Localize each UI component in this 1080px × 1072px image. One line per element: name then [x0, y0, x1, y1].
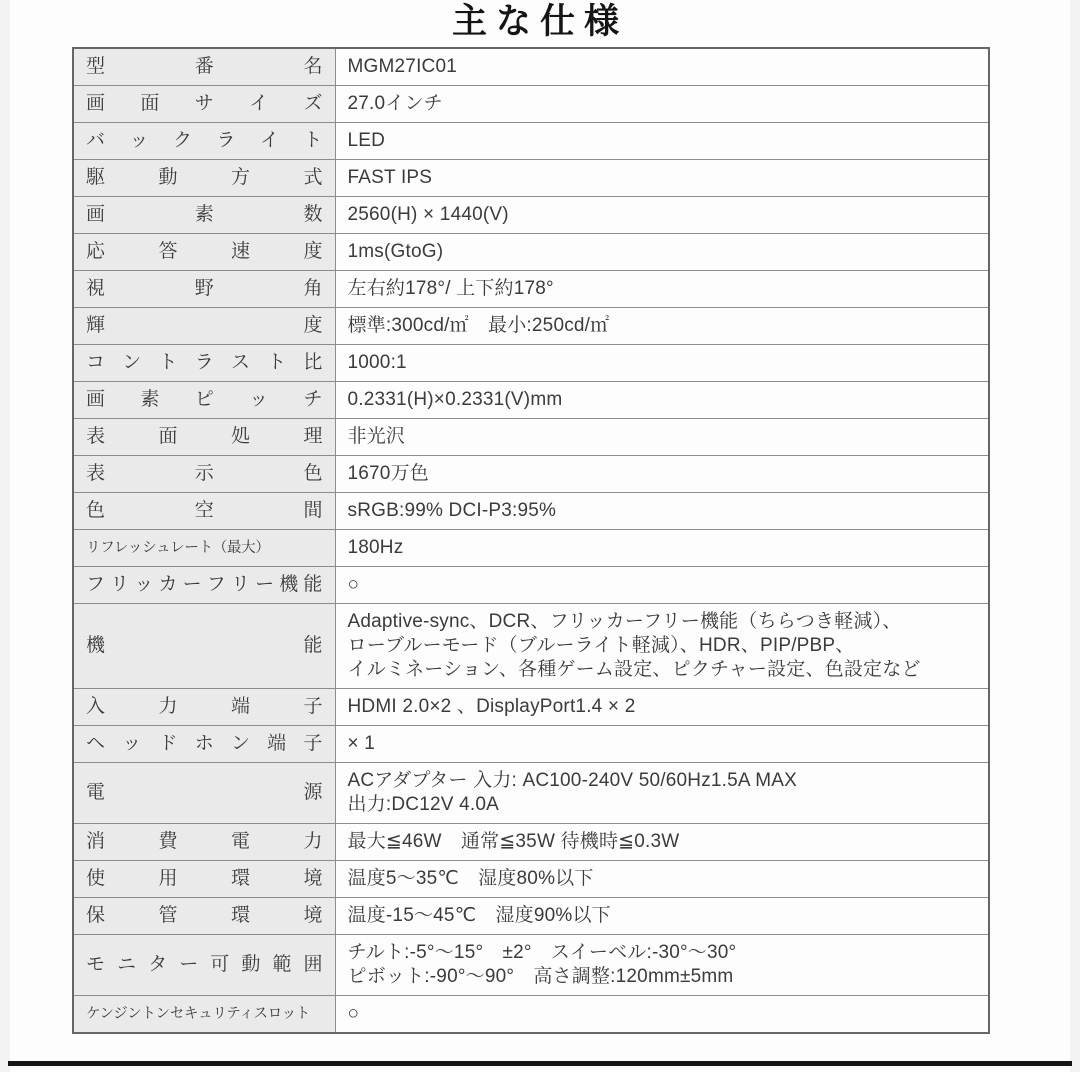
spec-value-line: 温度-15～45℃ 湿度90%以下 [347, 905, 611, 926]
spec-value [335, 493, 989, 530]
spec-label-cell [73, 48, 335, 86]
table-row [73, 861, 989, 898]
spec-label-char: ヘ [86, 733, 106, 754]
spec-label-char: 保 [86, 905, 106, 926]
table-row [73, 763, 989, 824]
table-row [73, 48, 989, 86]
spec-label-char: ー [182, 574, 202, 595]
spec-label-char: 名 [303, 56, 323, 77]
spec-label-char: 囲 [303, 954, 323, 975]
spec-label-char: 角 [303, 278, 323, 299]
spec-label-char: バ [86, 130, 106, 151]
spec-value-line: 2560(H) × 1440(V) [347, 204, 509, 225]
table-row [73, 197, 989, 234]
spec-label-char: 画 [86, 93, 106, 114]
page-edge-left [0, 0, 10, 1072]
spec-label-char: 境 [303, 905, 323, 926]
spec-label-char: 番 [194, 56, 214, 77]
spec-label-char: 面 [158, 426, 178, 447]
spec-value-line: ○ [347, 1003, 360, 1024]
table-row [73, 567, 989, 604]
spec-label-cell [73, 935, 335, 996]
spec-value-line: 非光沢 [347, 426, 406, 447]
spec-label-cell [73, 234, 335, 271]
spec-value-line: ○ [347, 574, 360, 595]
spec-value-line: FAST IPS [347, 167, 433, 188]
spec-label-char: 力 [303, 831, 323, 852]
spec-label-char: 応 [86, 241, 106, 262]
spec-label-char: 用 [158, 868, 178, 889]
spec-table-body [73, 48, 989, 1033]
spec-label-cell [73, 456, 335, 493]
spec-label [86, 425, 323, 449]
spec-label-char: ー [179, 954, 199, 975]
spec-label-cell [73, 604, 335, 689]
spec-label [86, 499, 323, 523]
spec-value [335, 861, 989, 898]
table-row [73, 419, 989, 456]
spec-value [335, 996, 989, 1034]
spec-label-char: 電 [86, 782, 106, 803]
table-row [73, 996, 989, 1034]
spec-value [335, 456, 989, 493]
spec-label-char: 素 [194, 204, 214, 225]
page-title: 主な仕様 [451, 2, 628, 41]
spec-label-char: ッ [122, 733, 142, 754]
spec-label [86, 314, 323, 338]
spec-label-char: サ [194, 93, 214, 114]
spec-label-cell [73, 898, 335, 935]
spec-value [335, 419, 989, 456]
spec-label-char: ホ [194, 733, 214, 754]
spec-value-line: 出力:DC12V 4.0A [347, 794, 499, 815]
spec-label-char: ー [255, 574, 275, 595]
spec-label-cell [73, 345, 335, 382]
spec-value-line: MGM27IC01 [347, 56, 458, 77]
spec-label-cell [73, 530, 335, 567]
spec-value-line: イルミネーション、各種ゲーム設定、ピクチャー設定、色設定など [347, 659, 921, 680]
spec-label-char: 式 [303, 167, 323, 188]
spec-label-cell [73, 567, 335, 604]
spec-value-line: HDMI 2.0×2 、DisplayPort1.4 × 2 [347, 696, 636, 717]
spec-value-line: Adaptive-sync、DCR、フリッカーフリー機能（ちらつき軽減）、 [347, 611, 902, 632]
table-row [73, 726, 989, 763]
spec-label-char: 輝 [86, 315, 106, 336]
spec-label-char: ピ [194, 389, 214, 410]
spec-label [86, 732, 323, 756]
spec-value [335, 726, 989, 763]
spec-label-char: 色 [86, 500, 106, 521]
spec-label-char: ラ [194, 352, 214, 373]
spec-value [335, 935, 989, 996]
spec-label-char: ト [158, 352, 178, 373]
spec-label-char: 野 [194, 278, 214, 299]
spec-value-line: 180Hz [347, 537, 404, 558]
spec-label-char: チ [303, 389, 323, 410]
spec-value [335, 689, 989, 726]
spec-value [335, 345, 989, 382]
spec-label-char: 素 [140, 389, 160, 410]
spec-label-char: 環 [230, 868, 250, 889]
spec-value-line: sRGB:99% DCI-P3:95% [347, 500, 557, 521]
spec-label-char: 画 [86, 204, 106, 225]
spec-label-char: 視 [86, 278, 106, 299]
spec-label [86, 166, 323, 190]
spec-label-char: リ [110, 574, 130, 595]
spec-label-char: 比 [303, 352, 323, 373]
spec-label-cell [73, 160, 335, 197]
spec-value [335, 234, 989, 271]
spec-value-line: ローブルーモード（ブルーライト軽減）、HDR、PIP/PBP、 [347, 635, 855, 656]
spec-label-char: 能 [303, 574, 323, 595]
spec-label-cell [73, 493, 335, 530]
spec-label-char: 型 [86, 56, 106, 77]
table-row [73, 271, 989, 308]
spec-label-char: 電 [230, 831, 250, 852]
spec-label-char: 色 [303, 463, 323, 484]
spec-label-char: 画 [86, 389, 106, 410]
spec-label-cell [73, 861, 335, 898]
spec-label [86, 830, 323, 854]
spec-label-char: 方 [230, 167, 250, 188]
spec-value [335, 382, 989, 419]
spec-label-char: 子 [303, 733, 323, 754]
spec-label [86, 781, 323, 805]
spec-label-char: 消 [86, 831, 106, 852]
spec-label-char: ト [267, 352, 287, 373]
spec-value-line: ピボット:-90°～90° 高さ調整:120mm±5mm [347, 966, 734, 987]
spec-label-cell [73, 197, 335, 234]
spec-label [86, 695, 323, 719]
table-row [73, 345, 989, 382]
spec-value-line: 標準:300cd/㎡ 最小:250cd/㎡ [347, 315, 610, 336]
spec-label-cell [73, 419, 335, 456]
spec-value [335, 160, 989, 197]
spec-label [86, 867, 323, 891]
spec-label-char: 速 [230, 241, 250, 262]
spec-label-char: 動 [158, 167, 178, 188]
spec-label-cell [73, 689, 335, 726]
spec-value-line: 1670万色 [347, 463, 429, 484]
spec-label-char: フ [86, 574, 106, 595]
spec-value-line: 温度5～35℃ 湿度80%以下 [347, 868, 594, 889]
spec-label-cell [73, 763, 335, 824]
spec-label-char: 端 [267, 733, 287, 754]
table-row [73, 308, 989, 345]
spec-label-char: 環 [230, 905, 250, 926]
spec-label-char: 度 [303, 315, 323, 336]
spec-label-char: 面 [140, 93, 160, 114]
spec-label [86, 240, 323, 264]
spec-value-line: 左右約178°/ 上下約178° [347, 278, 554, 299]
table-row [73, 604, 989, 689]
spec-label-char: 可 [210, 954, 230, 975]
spec-value [335, 197, 989, 234]
spec-label-char: 駆 [86, 167, 106, 188]
spec-value [335, 824, 989, 861]
spec-value [335, 567, 989, 604]
spec-label-char: ス [230, 352, 250, 373]
spec-label [86, 388, 323, 412]
spec-label-char: リ [230, 574, 250, 595]
spec-label-char: 度 [303, 241, 323, 262]
spec-label-char: カ [158, 574, 178, 595]
spec-label-char: 能 [303, 635, 323, 656]
spec-label [86, 277, 323, 301]
spec-label-char: 機 [86, 635, 106, 656]
table-row [73, 935, 989, 996]
table-row [73, 689, 989, 726]
spec-label-char: フ [206, 574, 226, 595]
spec-label-char: 入 [86, 696, 106, 717]
spec-label-char: 間 [303, 500, 323, 521]
spec-label-char: モ [86, 954, 106, 975]
spec-label-cell [73, 308, 335, 345]
spec-label-cell [73, 123, 335, 160]
spec-label-char: 空 [194, 500, 214, 521]
spec-value-line: ACアダプター 入力: AC100-240V 50/60Hz1.5A MAX [347, 770, 798, 791]
spec-label-char: イ [259, 130, 279, 151]
spec-label [86, 904, 323, 928]
spec-label-char: 費 [158, 831, 178, 852]
spec-label-char: 答 [158, 241, 178, 262]
spec-label-char: 境 [303, 868, 323, 889]
spec-label-char: 機 [279, 574, 299, 595]
spec-label-char: 数 [303, 204, 323, 225]
spec-value [335, 86, 989, 123]
spec-label-char: ッ [129, 130, 149, 151]
spec-label [86, 351, 323, 375]
spec-label-char: 力 [158, 696, 178, 717]
spec-label-char: 端 [230, 696, 250, 717]
spec-label-char: ラ [216, 130, 236, 151]
spec-label-char: 理 [303, 426, 323, 447]
spec-label-char: 示 [194, 463, 214, 484]
spec-value [335, 48, 989, 86]
spec-value-line: × 1 [347, 733, 376, 754]
spec-value-line: 1000:1 [347, 352, 407, 373]
spec-value-line: 最大≦46W 通常≦35W 待機時≦0.3W [347, 831, 680, 852]
spec-label-char: コ [86, 352, 106, 373]
spec-value [335, 530, 989, 567]
spec-label-char: ニ [117, 954, 137, 975]
spec-label-cell [73, 86, 335, 123]
spec-label [86, 55, 323, 79]
table-row [73, 234, 989, 271]
spec-label-char: ン [122, 352, 142, 373]
spec-value-line: LED [347, 130, 386, 151]
table-row [73, 530, 989, 567]
spec-value-line: 1ms(GtoG) [347, 241, 444, 262]
spec-value-line: 27.0インチ [347, 93, 443, 114]
spec-label-char: ッ [134, 574, 154, 595]
spec-label-char: 子 [303, 696, 323, 717]
spec-label-char: 動 [241, 954, 261, 975]
spec-label [86, 462, 323, 486]
spec-label-char: 源 [303, 782, 323, 803]
spec-label-char: ッ [249, 389, 269, 410]
spec-label-cell [73, 726, 335, 763]
spec-label-char: 処 [230, 426, 250, 447]
table-row [73, 86, 989, 123]
spec-label-char: ク [172, 130, 192, 151]
spec-table [72, 47, 990, 1034]
spec-label: ケンジントンセキュリティスロット [86, 1006, 311, 1022]
spec-label: リフレッシュレート（最大） [86, 540, 270, 556]
spec-value [335, 123, 989, 160]
page-edge-right [1070, 0, 1080, 1072]
spec-value [335, 763, 989, 824]
table-row [73, 160, 989, 197]
spec-label [86, 92, 323, 116]
table-row [73, 123, 989, 160]
spec-label-cell [73, 824, 335, 861]
table-row [73, 898, 989, 935]
spec-label [86, 129, 323, 153]
table-row [73, 493, 989, 530]
spec-label-char: イ [249, 93, 269, 114]
spec-label [86, 203, 323, 227]
spec-label-char: 表 [86, 426, 106, 447]
spec-label-cell [73, 271, 335, 308]
spec-label-char: タ [148, 954, 168, 975]
spec-label-char: 表 [86, 463, 106, 484]
spec-label-cell [73, 382, 335, 419]
table-row [73, 382, 989, 419]
bottom-divider [8, 1061, 1072, 1066]
spec-label [86, 573, 323, 597]
spec-label-char: ド [158, 733, 178, 754]
spec-value [335, 271, 989, 308]
spec-value [335, 898, 989, 935]
spec-value-line: チルト:-5°～15° ±2° スイーベル:-30°～30° [347, 942, 737, 963]
spec-label-char: ズ [303, 93, 323, 114]
table-row [73, 456, 989, 493]
spec-label [86, 953, 323, 977]
spec-value [335, 308, 989, 345]
spec-label [86, 634, 323, 658]
spec-label-char: ト [303, 130, 323, 151]
table-row [73, 824, 989, 861]
spec-label-char: 範 [272, 954, 292, 975]
spec-value-line: 0.2331(H)×0.2331(V)mm [347, 389, 563, 410]
spec-label-char: 使 [86, 868, 106, 889]
spec-label-char: ン [230, 733, 250, 754]
spec-label-cell [73, 996, 335, 1034]
spec-label-char: 管 [158, 905, 178, 926]
spec-value [335, 604, 989, 689]
